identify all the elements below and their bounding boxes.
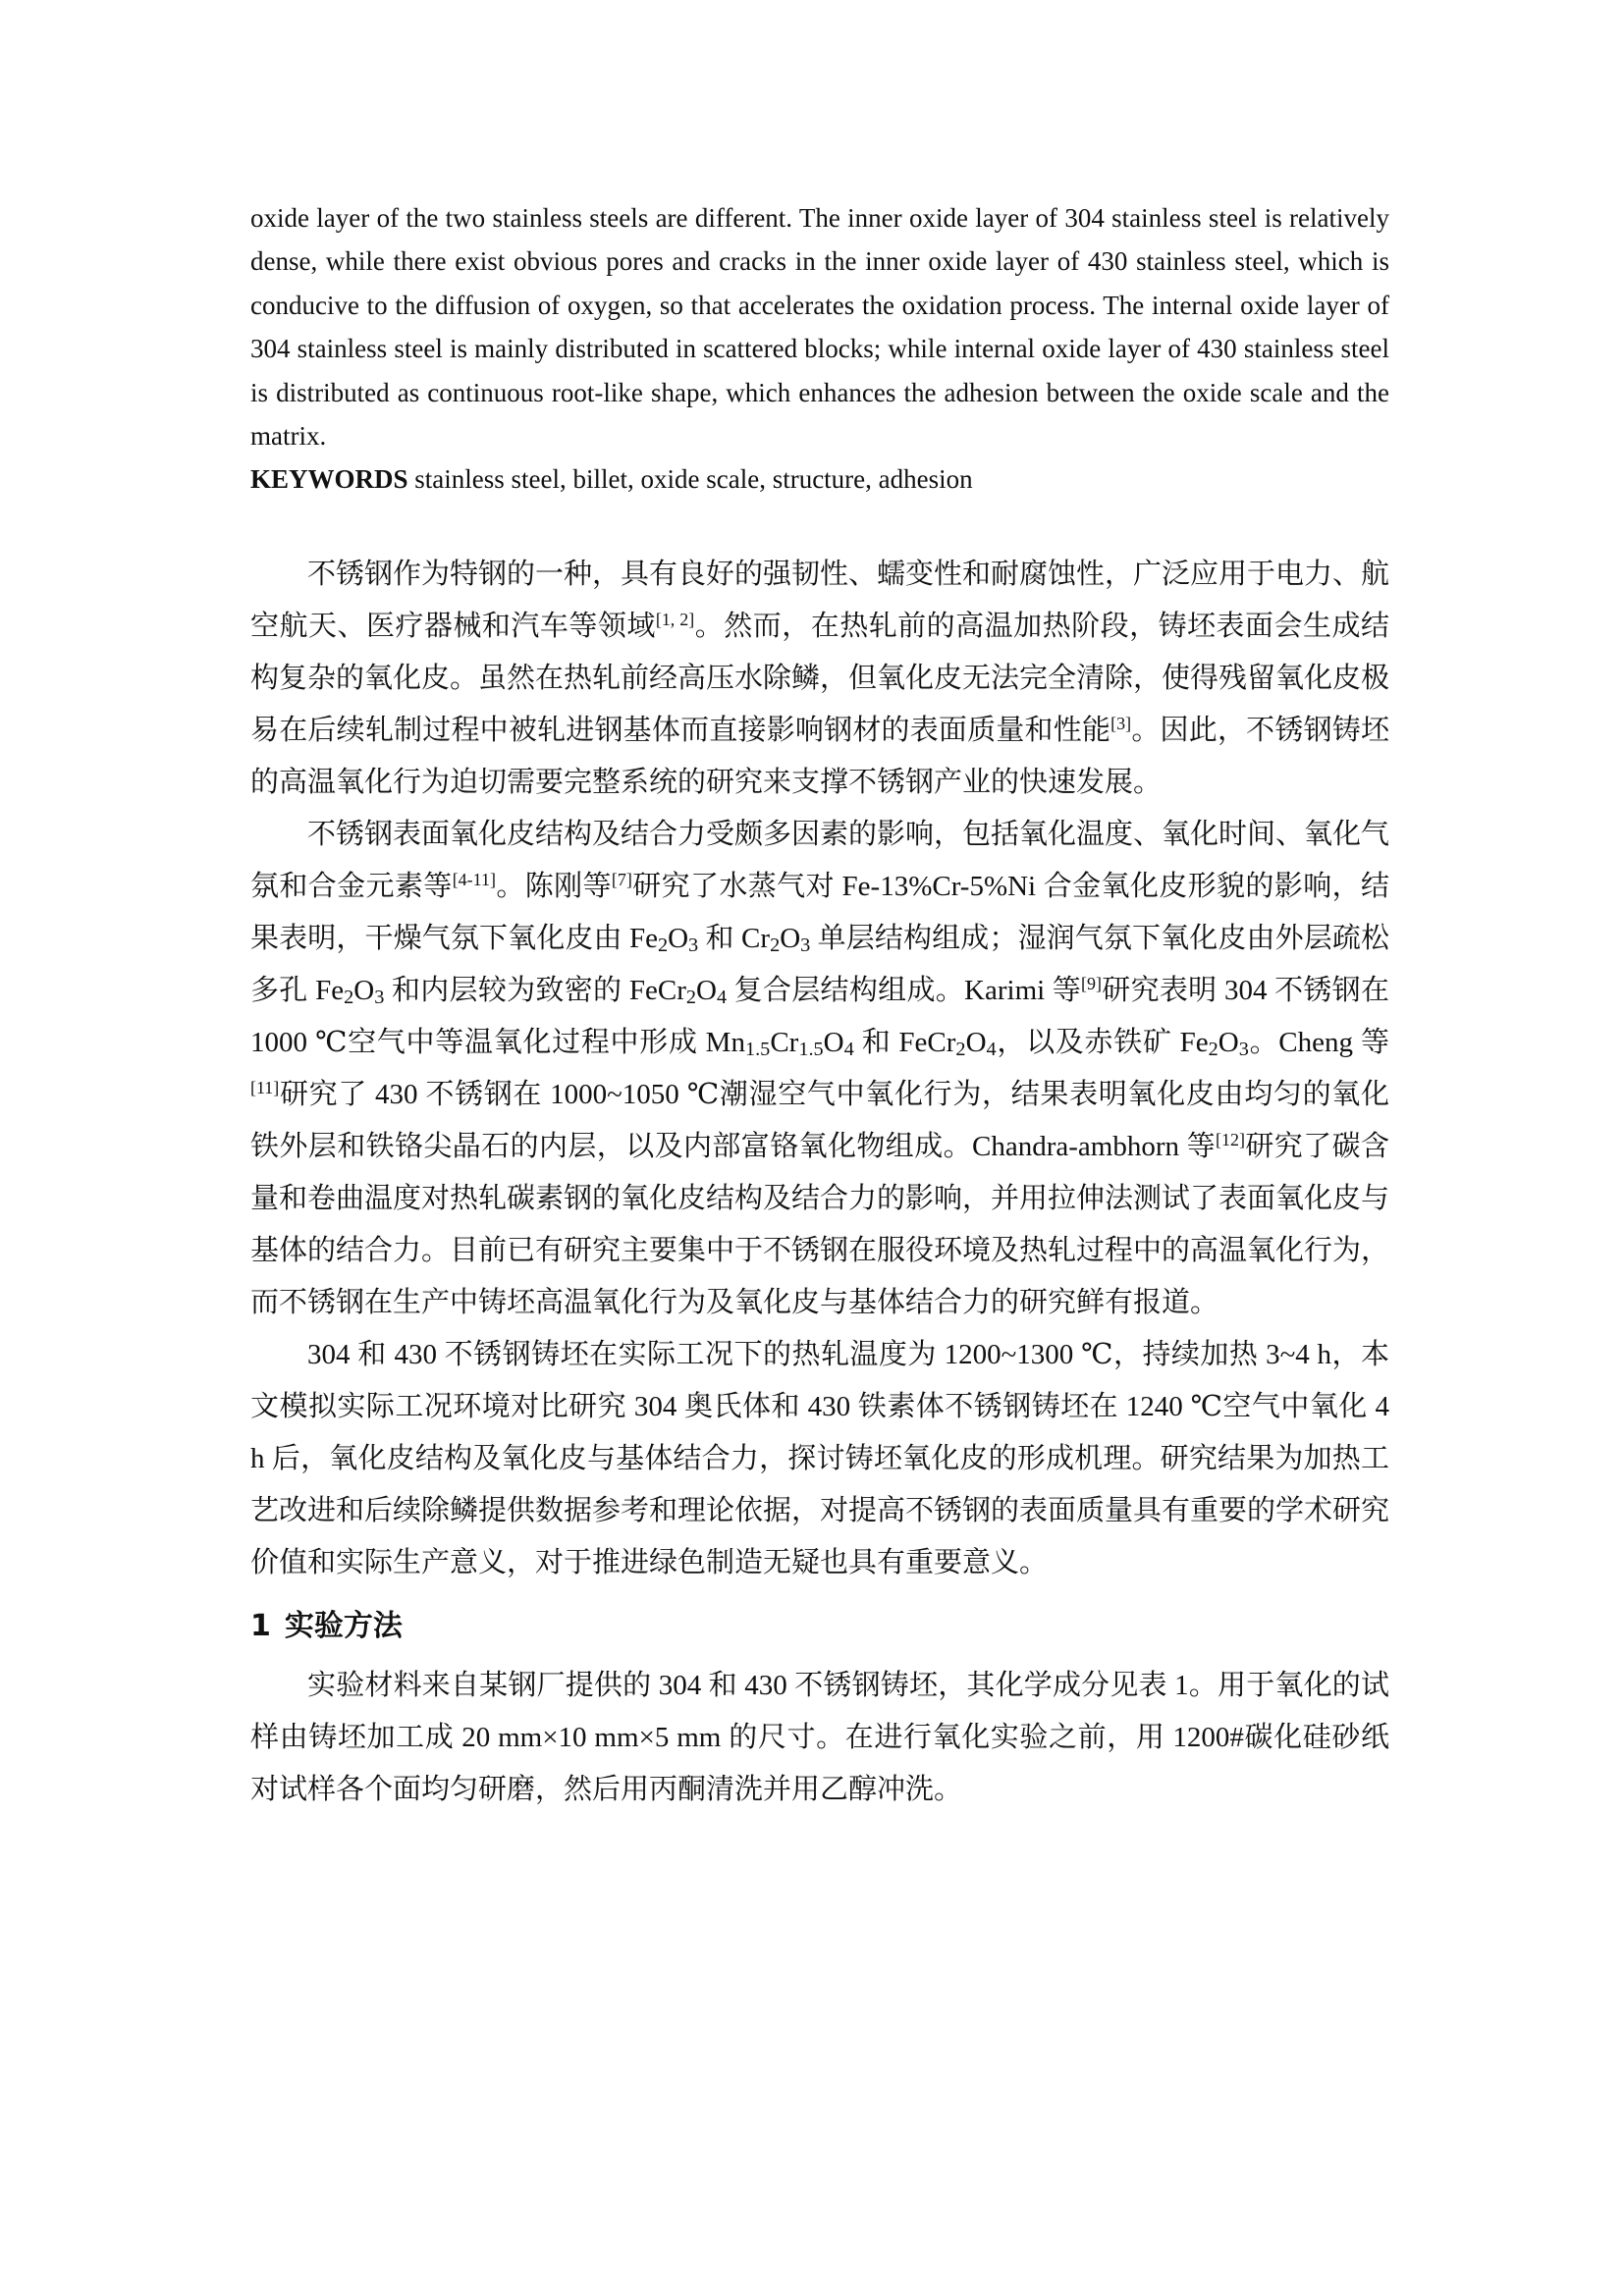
citation: [9] (1081, 973, 1102, 993)
keywords-label: KEYWORDS (250, 464, 408, 495)
intro-paragraph-2: 不锈钢表面氧化皮结构及结合力受颇多因素的影响，包括氧化温度、氧化时间、氧化气氛和合金元素等[4-11]。陈刚等[7]研究了水蒸气对 Fe-13%Cr-5%Ni 合金氧化皮形貌的影响，结果表明，干燥气氛下氧化皮由 $Fe_2O_3$ 和 $Cr_2O_3$ 单层结构组成；湿润气氛下氧化皮由外层疏松多孔 $Fe_2O_3$ 和内层较为致密的 $FeCr_2O_4$ 复合层结构组成。Karimi 等[9]研究表明 304 不锈钢在 1000 ℃空气中等温氧化过程中形成 $Mn_{1.5}Cr_{1.5}O_4$ 和 $FeCr_2O_4$，以及赤铁矿 $Fe_2O_3$。Cheng 等[11]研究了 430 不锈钢在 1000~1050 ℃潮湿空气中氧化行为，结果表明氧化皮由均匀的氧化铁外层和铁铬尖晶石的内层，以及内部富铬氧化物组成。Chandra-ambhorn 等[12]研究了碳含量和卷曲温度对热轧碳素钢的氧化皮结构及结合力的影响，并用拉伸法测试了表面氧化皮与基体的结合力。目前已有研究主要集中于不锈钢在服役环境及热轧过程中的高温氧化行为，而不锈钢在生产中铸坯高温氧化行为及氧化皮与基体结合力的研究鲜有报道。 (250, 818, 1390, 1318)
citation: [4-11] (452, 869, 496, 889)
intro-paragraph-3: 304 和 430 不锈钢铸坯在实际工况下的热轧温度为 1200~1300 ℃，持续加热 3~4 h，本文模拟实际工况环境对比研究 304 奥氏体和 430 铁素体不锈钢铸坯在 1240 ℃空气中氧化 4 h 后，氧化皮结构及氧化皮与基体结合力，探讨铸坯氧化皮的形成机理。研究结果为加热工艺改进和后续除鳞提供数据参考和理论依据，对提高不锈钢的表面质量具有重要的学术研究价值和实际生产意义，对于推进绿色制造无疑也具有重要意义。 (250, 1338, 1390, 1578)
citation: [12] (1216, 1129, 1245, 1149)
intro-paragraph-1: 不锈钢作为特钢的一种，具有良好的强韧性、蠕变性和耐腐蚀性，广泛应用于电力、航空航天、医疗器械和汽车等领域[1, 2]。然而，在热轧前的高温加热阶段，铸坯表面会生成结构复杂的氧化皮。虽然在热轧前经高压水除鳞，但氧化皮无法完全清除，使得残留氧化皮极易在后续轧制过程中被轧进钢基体而直接影响钢材的表面质量和性能[3]。因此，不锈钢铸坯的高温氧化行为迫切需要完整系统的研究来支撑不锈钢产业的快速发展。 (250, 558, 1390, 798)
paper-page (250, 196, 1389, 1816)
method-paragraph-1: 实验材料来自某钢厂提供的 304 和 430 不锈钢铸坯，其化学成分见表 1。用于氧化的试样由铸坯加工成 20 mm×10 mm×5 mm 的尺寸。在进行氧化实验之前，用 1200#碳化硅砂纸对试样各个面均匀研磨，然后用丙酮清洗并用乙醇冲洗。 (250, 1669, 1389, 1805)
citation: [7] (611, 869, 632, 889)
citation: [3] (1110, 713, 1132, 733)
citation: [1, 2] (655, 609, 695, 629)
main-body (250, 549, 1389, 1816)
section-heading (250, 1599, 1389, 1654)
abstract-section (250, 196, 1389, 502)
section-title: 实验方法 (284, 1608, 403, 1643)
section-number: 1 (250, 1608, 271, 1643)
citation: [11] (250, 1077, 280, 1097)
keywords-text: stainless steel, billet, oxide scale, structure, adhesion (407, 464, 973, 495)
keywords-line (250, 457, 1389, 501)
abstract-text: oxide layer of the two stainless steels are different. The inner oxide layer of 304 stainless steel is relatively dense, while there exist obvious pores and cracks in the inner oxide layer of 430 stainless steel, which is conducive to the diffusion of oxygen, so that accelerates the oxidation process. The internal oxide layer of 304 stainless steel is mainly distributed in scattered blocks; while internal oxide layer of 430 stainless steel is distributed as continuous root-like shape, which enhances the adhesion between the oxide scale and the matrix. (250, 203, 1389, 452)
